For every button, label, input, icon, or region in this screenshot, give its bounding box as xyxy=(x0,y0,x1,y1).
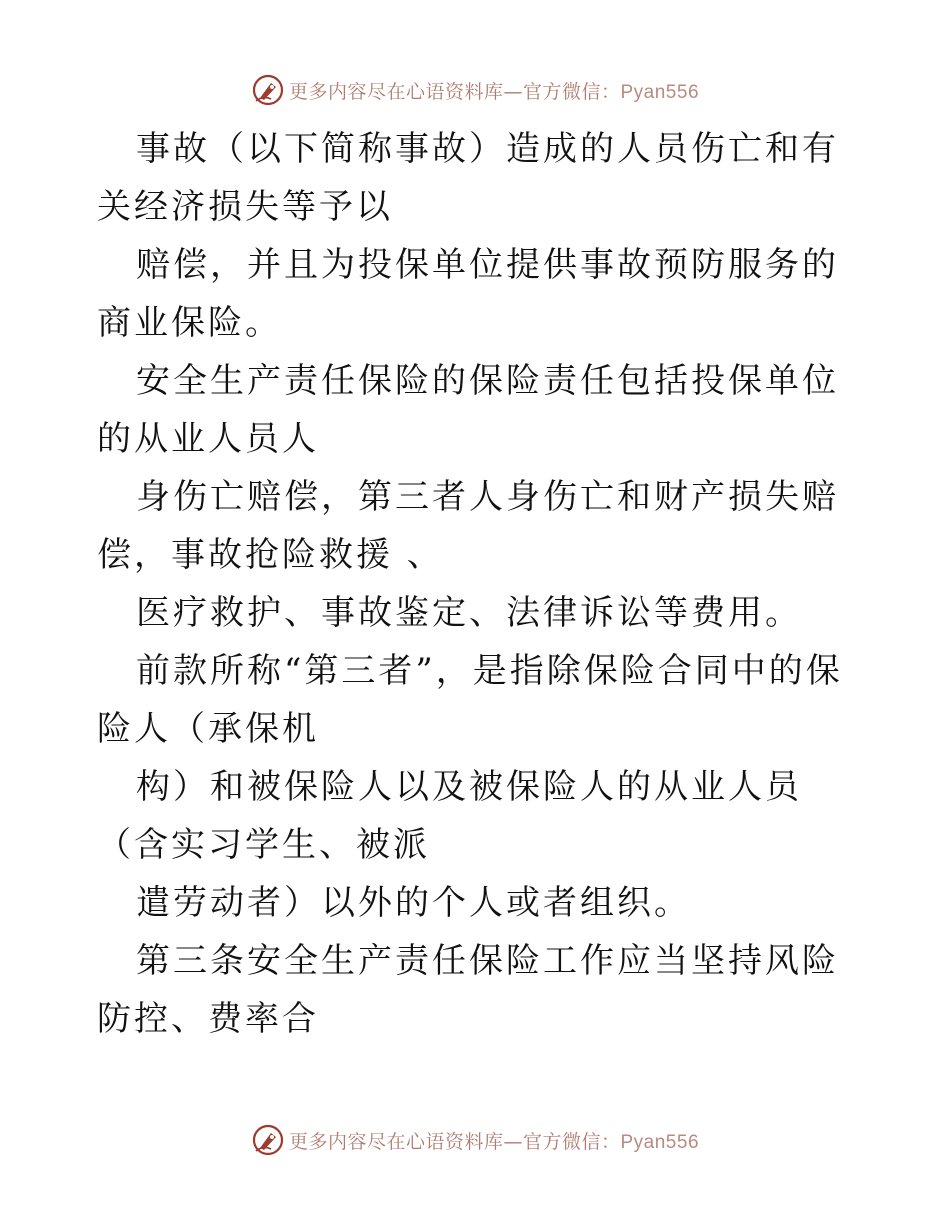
document-body xyxy=(97,120,857,1048)
pen-nib-logo-icon xyxy=(251,73,285,107)
paragraph: 赔偿，并且为投保单位提供事故预防服务的商业保险。 xyxy=(97,245,839,343)
paragraph: 构）和被保险人以及被保险人的从业人员（含实习学生、被派 xyxy=(97,767,802,865)
header-brand-label: 更多内容尽在心语资料库—官方微信： xyxy=(288,80,621,103)
footer-wechat-handle: Pyan556 xyxy=(620,1131,700,1153)
paragraph: 事故（以下简称事故）造成的人员伤亡和有关经济损失等予以 xyxy=(97,129,839,227)
header-banner xyxy=(0,68,950,112)
header-wechat-handle: Pyan556 xyxy=(620,81,700,103)
footer-banner xyxy=(0,1118,950,1162)
paragraph: 遣劳动者）以外的个人或者组织。 xyxy=(136,883,691,923)
pen-nib-logo-icon xyxy=(251,1123,285,1157)
footer-brand-text xyxy=(289,1127,699,1154)
paragraph: 第三条安全生产责任保险工作应当坚持风险防控、费率合 xyxy=(97,941,839,1039)
paragraph: 医疗救护、事故鉴定、法律诉讼等费用。 xyxy=(136,593,802,633)
paragraph: 安全生产责任保险的保险责任包括投保单位的从业人员人 xyxy=(97,361,839,459)
paragraph: 前款所称“第三者”，是指除保险合同中的保险人（承保机 xyxy=(97,651,843,749)
footer-brand-label: 更多内容尽在心语资料库—官方微信： xyxy=(288,1130,621,1153)
paragraph: 身伤亡赔偿，第三者人身伤亡和财产损失赔偿，事故抢险救援 、 xyxy=(97,477,839,575)
header-brand-text xyxy=(289,77,699,104)
